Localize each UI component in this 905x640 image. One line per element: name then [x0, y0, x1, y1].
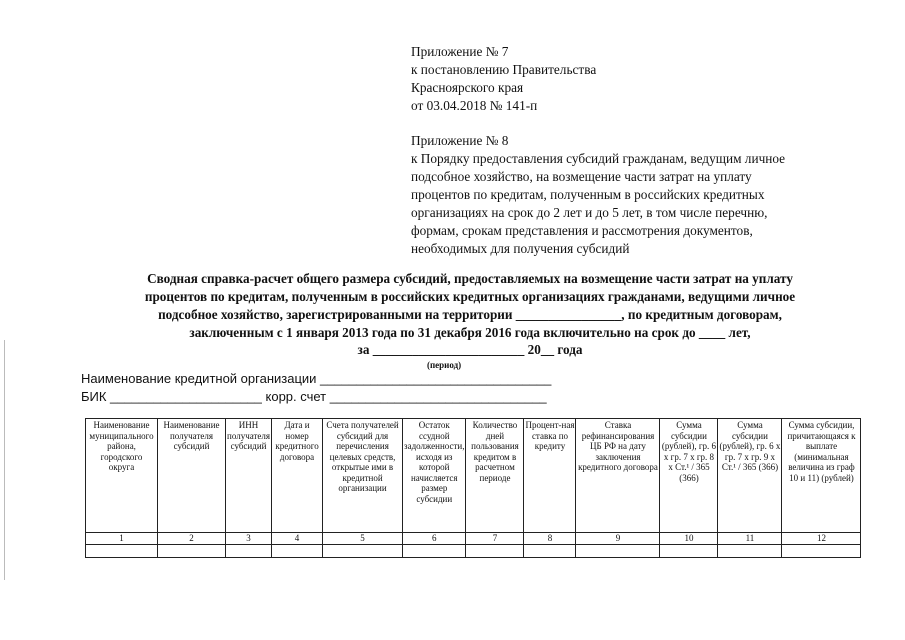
column-header: Ставка рефинансирования ЦБ РФ на дату заключения кредитного договора — [576, 419, 660, 533]
column-header: Сумма субсидии (рублей), гр. 6 х гр. 7 х гр. 8 х Ст.¹ / 365 (366) — [660, 419, 718, 533]
appendix-8-line: подсобное хозяйство, на возмещение части затрат на уплату — [411, 169, 752, 184]
column-number: 12 — [782, 533, 861, 545]
appendix-8-line: процентов по кредитам, полученным в российских кредитных — [411, 187, 765, 202]
table-cell — [323, 544, 403, 557]
title-line: подсобное хозяйство, зарегистрированными на территории ________________, по кредитным договорам, — [158, 307, 782, 322]
appendix-7-line: от 03.04.2018 № 141-п — [411, 98, 538, 113]
title-line: заключенным с 1 января 2013 года по 31 декабря 2016 года включительно на срок до ____ лет, — [189, 325, 751, 340]
column-number: 7 — [466, 533, 524, 545]
table-cell — [226, 544, 272, 557]
table-cell — [86, 544, 158, 557]
column-header: Сумма субсидии, причитающаяся к выплате (минимальная величина из граф 10 и 11) (рублей) — [782, 419, 861, 533]
column-header: Счета получателей субсидий для перечисления целевых средств, открытые ими в кредитной организации — [323, 419, 403, 533]
column-number: 6 — [403, 533, 466, 545]
table-cell — [466, 544, 524, 557]
column-number: 8 — [524, 533, 576, 545]
table-cell — [718, 544, 782, 557]
title-line: процентов по кредитам, полученным в российских кредитных организациях гражданами, ведущими личное — [144, 289, 796, 304]
column-header: Количество дней пользования кредитом в расчетном периоде — [466, 419, 524, 533]
column-header: Дата и номер кредитного договора — [272, 419, 323, 533]
table-cell — [782, 544, 861, 557]
column-header: Процент-ная ставка по кредиту — [524, 419, 576, 533]
table-row — [86, 544, 861, 557]
column-number: 4 — [272, 533, 323, 545]
appendix-8-line: необходимых для получения субсидий — [411, 241, 630, 256]
scan-margin-line — [4, 340, 5, 580]
column-number: 1 — [86, 533, 158, 545]
appendix-8-line: организациях на срок до 2 лет и до 5 лет, в том числе перечню, — [411, 205, 768, 220]
column-header: Наименование получателя субсидий — [158, 419, 226, 533]
column-header: Остаток ссудной задолженности, исходя из которой начисляется размер субсидии — [403, 419, 466, 533]
title-line: Сводная справка-расчет общего размера субсидий, предоставляемых на возмещение части затрат на уплату — [147, 271, 793, 286]
table-cell — [158, 544, 226, 557]
column-number: 2 — [158, 533, 226, 545]
subsidy-calculation-table — [85, 418, 861, 558]
table-cell — [524, 544, 576, 557]
appendix-7-line: Приложение № 7 — [411, 44, 509, 59]
column-number: 3 — [226, 533, 272, 545]
column-number: 10 — [660, 533, 718, 545]
column-header: Наименование муниципального района, городского округа — [86, 419, 158, 533]
bik-corr-account-field: БИК _____________________ корр. счет ______________________________ — [81, 389, 547, 404]
column-header: Сумма субсидии (рублей), гр. 6 х гр. 7 х гр. 9 х Ст.¹ / 365 (366) — [718, 419, 782, 533]
table-cell — [403, 544, 466, 557]
appendix-8-line: к Порядку предоставления субсидий гражданам, ведущим личное — [411, 151, 786, 166]
column-number: 9 — [576, 533, 660, 545]
table-header-row — [86, 419, 861, 533]
appendix-7-line: к постановлению Правительства — [411, 62, 597, 77]
column-number: 5 — [323, 533, 403, 545]
period-caption: (период) — [427, 360, 462, 370]
table-cell — [576, 544, 660, 557]
table-cell — [272, 544, 323, 557]
appendix-7-line: Красноярского края — [411, 80, 524, 95]
table-cell — [660, 544, 718, 557]
credit-organization-field: Наименование кредитной организации ________________________________ — [81, 371, 552, 386]
appendix-8-line: формам, срокам представления и рассмотрения документов, — [411, 223, 753, 238]
column-number: 11 — [718, 533, 782, 545]
title-line: за _______________________ 20__ года — [357, 342, 583, 357]
column-number-row — [86, 533, 861, 545]
column-header: ИНН получателя субсидий — [226, 419, 272, 533]
appendix-8-line: Приложение № 8 — [411, 133, 509, 148]
